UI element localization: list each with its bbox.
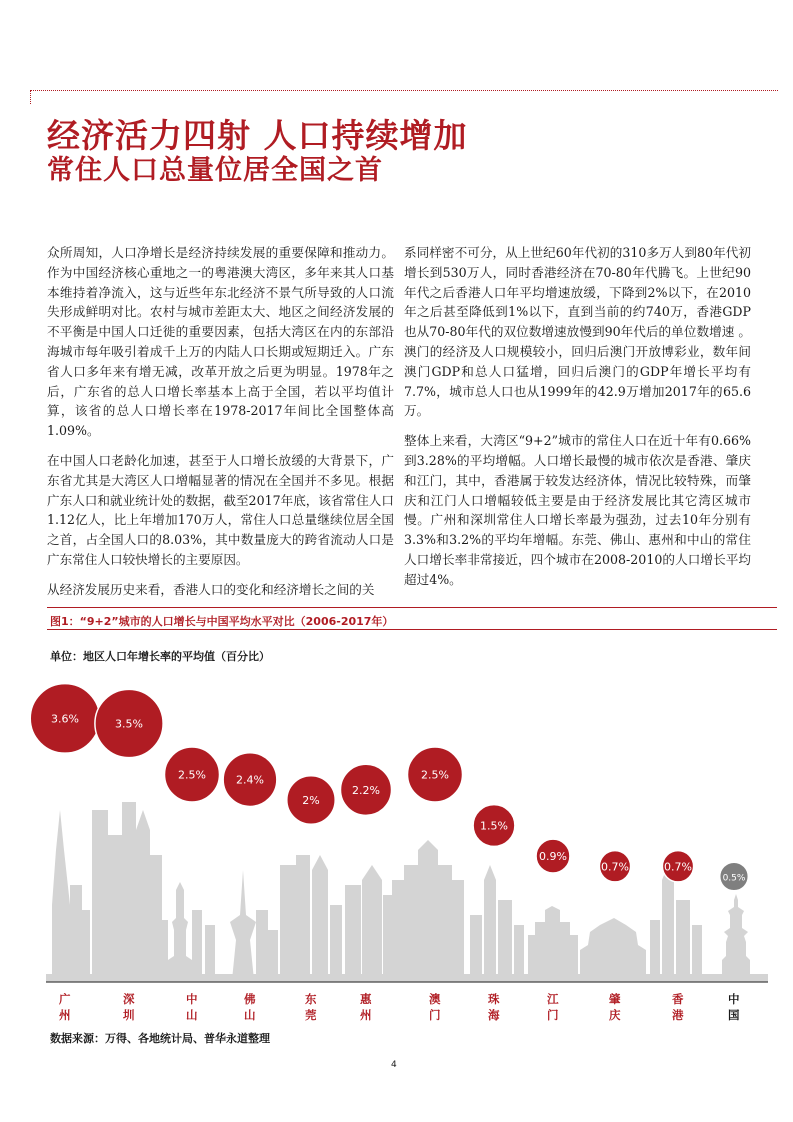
- bubble-value-label: 2.5%: [178, 768, 206, 782]
- figure-source: 数据来源：万得、各地统计局、普华永道整理: [50, 1032, 270, 1045]
- header-rule: [30, 90, 778, 91]
- city-label: 港: [672, 1008, 684, 1022]
- bubble-value-label: 2.2%: [352, 783, 380, 797]
- city-label: 澳: [429, 992, 441, 1006]
- paragraph: 从经济发展历史来看，香港人口的变化和经济增长之间的关: [47, 581, 375, 597]
- page-number: 4: [391, 1060, 397, 1070]
- city-label: 门: [547, 1008, 559, 1022]
- city-label: 中: [728, 992, 740, 1006]
- city-label: 肇: [609, 992, 621, 1006]
- bubble-value-label: 2%: [302, 794, 320, 807]
- skyline-ground: [46, 974, 768, 982]
- bubble-value-label: 0.7%: [601, 860, 629, 874]
- figure-title-rule: [47, 629, 777, 630]
- figure-title: 图1：“9+2”城市的人口增长与中国平均水平对比（2006-2017年）: [50, 615, 394, 628]
- city-label: 莞: [305, 1008, 317, 1022]
- city-label: 山: [186, 1008, 198, 1022]
- city-label: 东: [305, 992, 317, 1006]
- page-subtitle: 常住人口总量位居全国之首: [47, 155, 383, 186]
- paragraph: 在中国人口老龄化加速，甚至于人口增长放缓的大背景下，广东省尤其是大湾区人口增幅显著的情况在全国并不多见。根据广东人口和就业统计处的数据，截至2017年底，该省常住人口1.12亿人，比上年增加170万人，常住人口总量继续位居全国之首，占全国人口的8.03%，其中数量庞大的跨省流动人口是广东常住人口较快增长的主要原因。: [47, 452, 394, 567]
- city-label: 深: [123, 992, 135, 1006]
- page-title: 经济活力四射 人口持续增加: [47, 116, 468, 155]
- city-label: 香: [672, 992, 684, 1006]
- bubble-value-label: 0.7%: [664, 860, 692, 874]
- bubble-value-label: 0.9%: [539, 850, 567, 864]
- header-rule-tick: [30, 90, 31, 104]
- bubble-value-label: 2.4%: [236, 773, 264, 787]
- city-label: 州: [360, 1008, 372, 1022]
- figure-top-rule: [47, 607, 777, 608]
- city-label: 国: [728, 1008, 740, 1022]
- city-label: 海: [488, 1008, 500, 1022]
- population-growth-chart: [0, 660, 793, 1030]
- city-axis-labels: [59, 992, 740, 1022]
- city-skyline-silhouette: [46, 802, 768, 982]
- city-label: 门: [429, 1008, 441, 1022]
- bubble-value-label: 0.5%: [722, 873, 746, 884]
- city-label: 州: [59, 1008, 71, 1022]
- city-label: 珠: [488, 992, 500, 1006]
- bubble-value-label: 3.5%: [115, 717, 143, 731]
- bubble-value-label: 1.5%: [480, 819, 508, 833]
- paragraph: 众所周知，人口净增长是经济持续发展的重要保障和推动力。作为中国经济核心重地之一的粤港澳大湾区，多年来其人口基本维持着净流入，这与近些年东北经济不景气所导致的人口流失形成鲜明对比。农村与城市差距太大、地区之间经济发展的不平衡是中国人口迁徙的重要因素，包括大湾区在内的东部沿海城市每年吸引着成千上万的内陆人口长期或短期迁入。广东省人口多年来有增无减，改革开放之后更为明显。1978年之后，广东省的总人口增长率基本上高于全国，若以平均值计算，该省的总人口增长率在1978-2017年间比全国整体高1.09%。: [47, 245, 394, 439]
- text-column-right: [404, 243, 751, 600]
- city-label: 庆: [609, 1008, 621, 1022]
- text-column-left: [47, 243, 394, 610]
- city-label: 江: [547, 992, 559, 1006]
- bubble-value-label: 3.6%: [51, 712, 79, 726]
- figure-unit-label: 单位：地区人口年增长率的平均值（百分比）: [50, 650, 270, 663]
- city-label: 山: [244, 1008, 256, 1022]
- bubble-value-label: 2.5%: [421, 768, 449, 782]
- city-label: 惠: [360, 992, 372, 1006]
- paragraph: 整体上来看，大湾区“9+2”城市的常住人口在近十年有0.66%到3.28%的平均增幅。人口增长最慢的城市依次是香港、肇庆和江门，其中，香港属于较发达经济体，情况比较特殊，而肇庆和江门人口增幅较低主要是由于经济发展比其它湾区城市慢。广州和深圳常住人口增长率最为强劲，过去10年分别有3.3%和3.2%的平均年增幅。东莞、佛山、惠州和中山的常住人口增长率非常接近，四个城市在2008-2010的人口增长平均超过4%。: [404, 433, 751, 587]
- city-label: 佛: [244, 992, 256, 1006]
- city-label: 圳: [123, 1008, 135, 1022]
- city-label: 中: [186, 992, 198, 1006]
- city-label: 广: [59, 992, 71, 1006]
- paragraph: 系同样密不可分，从上世纪60年代初的310多万人到80年代初增长到530万人，同时香港经济在70-80年代腾飞。上世纪90年代之后香港人口年平均增速放缓，下降到2%以下，在2010年之后甚至降低到1%以下，直到当前的约740万，香港GDP也从70-80年代的双位数增速放慢到90年代后的单位数增速 。澳门的经济及人口规模较小，回归后澳门开放博彩业，数年间澳门GDP和总人口猛增，回归后澳门的GDP年增长平均有7.7%，城市总人口也从1999年的42.9万增加2017年的65.6万。: [404, 245, 751, 419]
